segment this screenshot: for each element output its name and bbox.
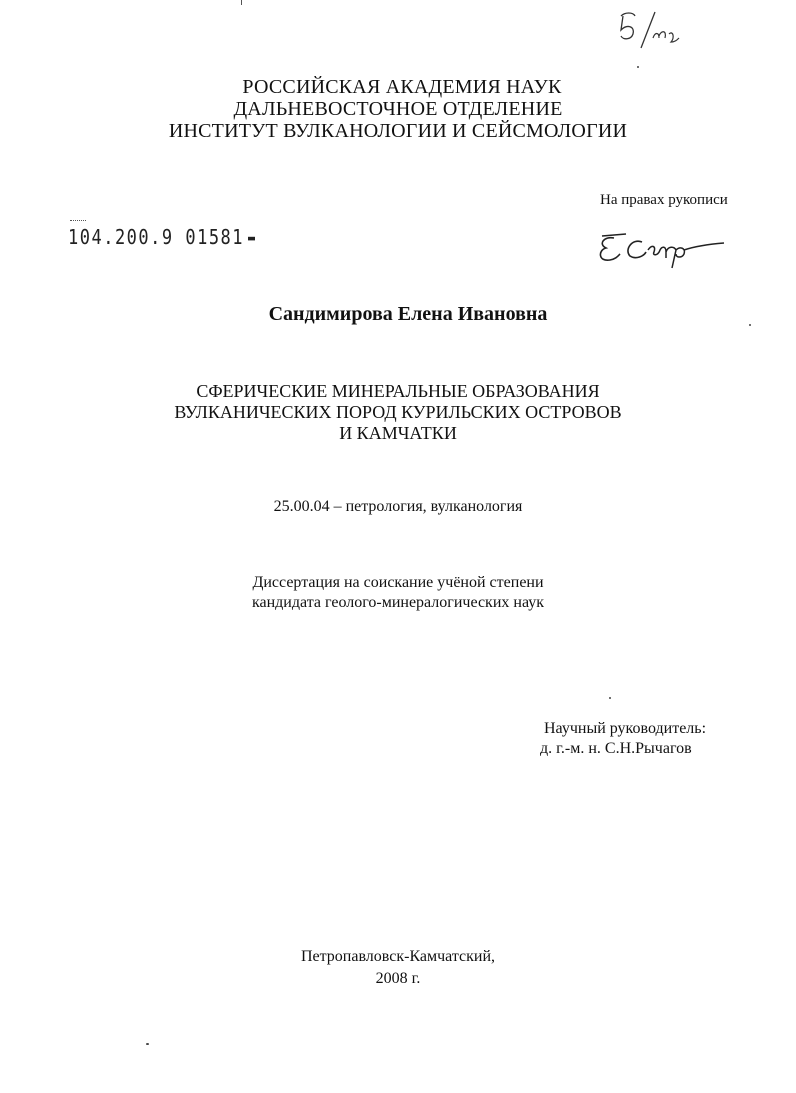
- manuscript-rights-note: На правах рукописи: [600, 192, 728, 208]
- degree-statement: [0, 573, 796, 613]
- registration-number: 104.200.9 01581: [68, 226, 245, 250]
- stamp-dots: [70, 220, 86, 223]
- supervisor-block: [540, 719, 706, 759]
- institution-header: [0, 76, 796, 142]
- author-signature: [596, 228, 726, 270]
- year: 2008 г.: [375, 970, 421, 987]
- city: Петропавловск-Камчатский,: [300, 948, 496, 965]
- place-and-year: [0, 946, 796, 990]
- header-line-institute: ИНСТИТУТ ВУЛКАНОЛОГИИ И СЕЙСМОЛОГИИ: [168, 120, 628, 142]
- title-line-3: И КАМЧАТКИ: [339, 423, 457, 443]
- header-line-branch: ДАЛЬНЕВОСТОЧНОЕ ОТДЕЛЕНИЕ: [233, 98, 563, 120]
- stamp-dash: [248, 236, 255, 240]
- degree-line-2: кандидата геолого-минералогических наук: [251, 594, 545, 611]
- title-line-2: ВУЛКАНИЧЕСКИХ ПОРОД КУРИЛЬСКИХ ОСТРОВОВ: [174, 402, 622, 422]
- header-line-academy: РОССИЙСКАЯ АКАДЕМИЯ НАУК: [242, 76, 562, 98]
- supervisor-name: д. г.-м. н. С.Н.Рычагов: [540, 740, 692, 757]
- scan-speck: [609, 697, 611, 699]
- specialty-code: 25.00.04 – петрология, вулканология: [273, 498, 523, 515]
- scan-speck: [146, 1043, 149, 1045]
- dissertation-title: [0, 381, 796, 444]
- scan-speck: [637, 66, 639, 68]
- handwritten-corner-note: [615, 8, 685, 54]
- scan-speck: [749, 324, 751, 326]
- title-line-1: СФЕРИЧЕСКИЕ МИНЕРАЛЬНЫЕ ОБРАЗОВАНИЯ: [196, 381, 600, 401]
- degree-line-1: Диссертация на соискание учёной степени: [252, 574, 544, 591]
- author-name: Сандимирова Елена Ивановна: [268, 303, 548, 325]
- registration-number-stamp: [68, 226, 255, 250]
- supervisor-label: Научный руководитель:: [544, 720, 707, 737]
- scan-mark: [241, 0, 242, 5]
